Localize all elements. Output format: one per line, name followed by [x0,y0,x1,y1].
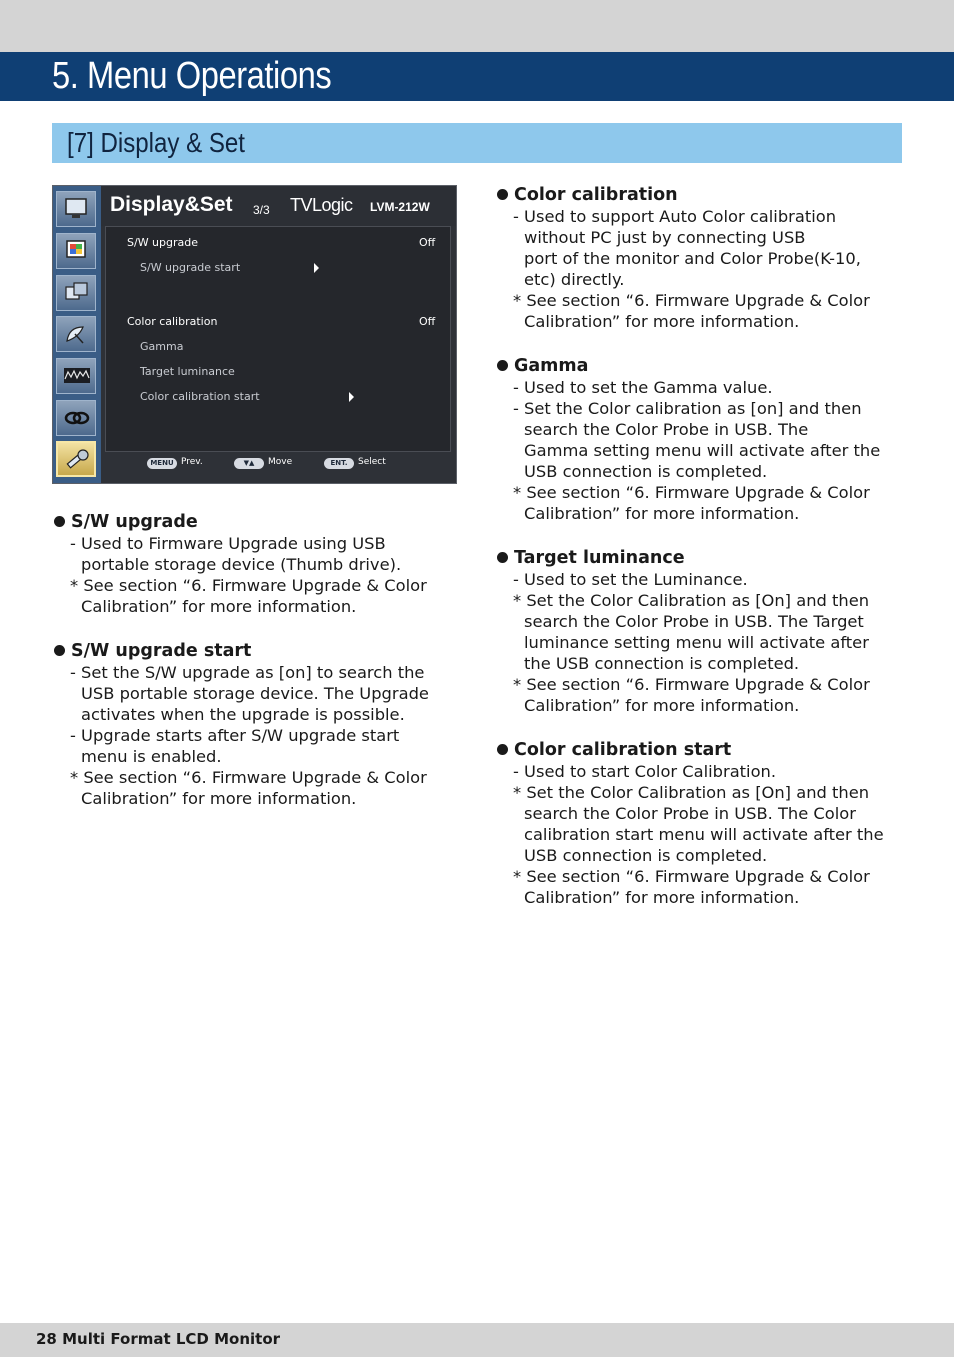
text-line: Calibration” for more information. [81,789,357,808]
text-line: without PC just by connecting USB [524,228,806,247]
text-line: * See section “6. Firmware Upgrade & Color [513,867,870,886]
top-band [0,0,954,52]
text-line: Calibration” for more information. [524,312,800,331]
text-line: - Used to set the Luminance. [513,570,748,589]
item-sw-upgrade [52,512,452,617]
text-line: search the Color Probe in USB. The Color [524,804,856,823]
monitor-icon [56,191,96,227]
text-line: menu is enabled. [81,747,222,766]
windows-icon [56,275,96,311]
tools-icon [56,441,96,477]
bullet-icon [497,744,508,755]
text-line: the USB connection is completed. [524,654,800,673]
item-sw-upgrade-start [52,641,452,809]
item-target-luminance [495,548,895,716]
osd-page-indicator: 3/3 [253,203,270,217]
osd-model: LVM-212W [370,200,430,214]
text-line: * See section “6. Firmware Upgrade & Color [70,768,427,787]
osd-footer-label: Select [358,457,386,467]
item-heading: Target luminance [495,548,895,569]
bullet-icon [497,552,508,563]
text-line: * See section “6. Firmware Upgrade & Color [513,483,870,502]
enter-key-icon: ENT. [324,458,354,469]
bullet-icon [497,360,508,371]
osd-row-color-calibration-start[interactable]: Color calibration start [140,390,260,403]
text-line: Calibration” for more information. [81,597,357,616]
osd-screenshot [52,185,457,484]
bullet-icon [54,645,65,656]
osd-brand-logo: TVLogic [290,195,353,215]
item-heading: S/W upgrade start [52,641,452,662]
text-line: search the Color Probe in USB. The [524,420,809,439]
item-heading: Color calibration [495,185,895,206]
color-window-icon [56,233,96,269]
osd-menu-panel [105,226,451,452]
text-line: * See section “6. Firmware Upgrade & Color [513,291,870,310]
osd-title: Display&Set [110,193,233,216]
osd-row-sw-upgrade-start[interactable]: S/W upgrade start [140,261,241,274]
menu-key-icon: MENU [147,458,177,469]
item-color-calibration [495,185,895,332]
text-line: etc) directly. [524,270,625,289]
satellite-dish-icon [56,316,96,352]
text-line: Calibration” for more information. [524,696,800,715]
osd-arrow-right-icon [314,263,319,273]
bullet-icon [54,516,65,527]
osd-row-color-calibration[interactable]: Color calibration [127,315,218,328]
osd-row-gamma[interactable]: Gamma [140,340,184,353]
text-line: - Used to Firmware Upgrade using USB [70,534,386,553]
osd-row-target-luminance[interactable]: Target luminance [140,365,235,378]
text-line: search the Color Probe in USB. The Target [524,612,864,631]
text-line: * Set the Color Calibration as [On] and then [513,783,870,802]
text-line: * See section “6. Firmware Upgrade & Color [513,675,870,694]
bullet-icon [497,189,508,200]
osd-row-sw-upgrade[interactable]: S/W upgrade [127,236,199,249]
text-line: luminance setting menu will activate after [524,633,869,652]
osd-footer-label: Prev. [181,457,203,467]
text-line: USB connection is completed. [524,462,768,481]
osd-sidebar [53,186,101,483]
waveform-icon [56,358,96,394]
text-line: Calibration” for more information. [524,888,800,907]
text-line: USB portable storage device. The Upgrade [81,684,429,703]
text-line: - Upgrade starts after S/W upgrade start [70,726,400,745]
item-gamma [495,356,895,524]
item-heading: Color calibration start [495,740,895,761]
osd-footer [105,456,451,472]
text-line: - Used to start Color Calibration. [513,762,777,781]
text-line: Gamma setting menu will activate after the [524,441,881,460]
text-line: - Used to support Auto Color calibration [513,207,837,226]
text-line: calibration start menu will activate after the [524,825,884,844]
osd-arrow-right-icon [349,392,354,402]
move-key-icon: ▼▲ [234,458,264,469]
osd-footer-label: Move [268,457,293,467]
text-line: - Set the S/W upgrade as [on] to search the [70,663,425,682]
text-line: Calibration” for more information. [524,504,800,523]
text-line: activates when the upgrade is possible. [81,705,405,724]
text-line: portable storage device (Thumb drive). [81,555,402,574]
text-line: * Set the Color Calibration as [On] and then [513,591,870,610]
text-line: USB connection is completed. [524,846,768,865]
section-title: [7] Display & Set [67,127,246,158]
item-heading: Gamma [495,356,895,377]
osd-row-sw-upgrade-value: Off [419,236,436,249]
page-footer: 28 Multi Format LCD Monitor [36,1330,281,1348]
text-line: port of the monitor and Color Probe(K-10, [524,249,861,268]
text-line: - Set the Color calibration as [on] and then [513,399,862,418]
text-line: * See section “6. Firmware Upgrade & Color [70,576,427,595]
item-color-calibration-start [495,740,895,908]
item-heading: S/W upgrade [52,512,452,533]
chapter-title: 5. Menu Operations [52,55,332,97]
text-line: - Used to set the Gamma value. [513,378,773,397]
osd-row-color-calibration-value: Off [419,315,436,328]
link-icon [56,400,96,436]
